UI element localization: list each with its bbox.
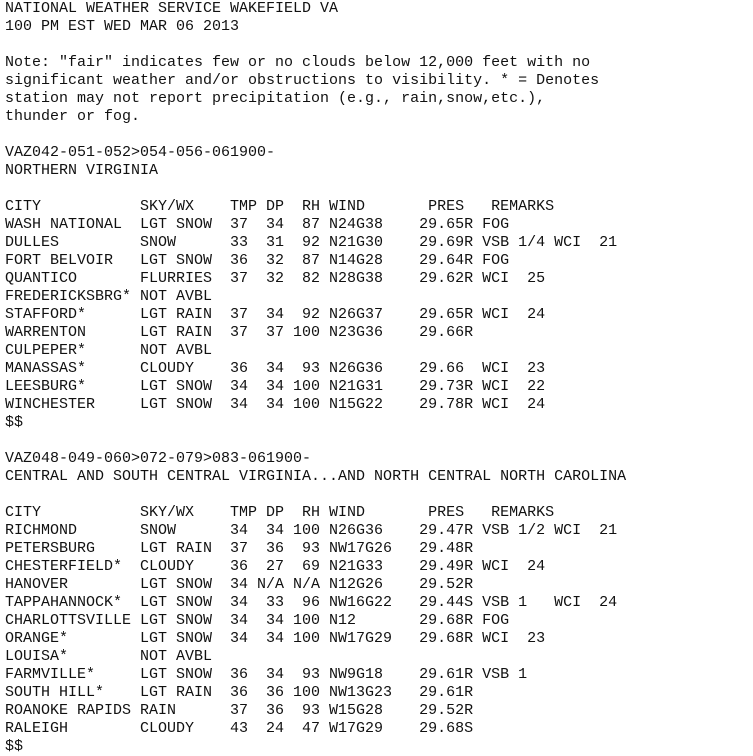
report-line: FORT BELVOIR LGT SNOW 36 32 87 N14G28 29.64R FOG	[5, 252, 510, 269]
report-line: LEESBURG* LGT SNOW 34 34 100 N21G31 29.73R WCI 22	[5, 378, 546, 395]
report-line: LOUISA* NOT AVBL	[5, 648, 213, 665]
report-line: RALEIGH CLOUDY 43 24 47 W17G29 29.68S	[5, 720, 474, 737]
report-line: SOUTH HILL* LGT RAIN 36 36 100 NW13G23 29.61R	[5, 684, 474, 701]
report-line: station may not report precipitation (e.g., rain,snow,etc.),	[5, 90, 546, 107]
blank-line	[5, 126, 626, 144]
blank-line	[5, 432, 626, 450]
blank-line	[5, 180, 626, 198]
report-line: CULPEPER* NOT AVBL	[5, 342, 213, 359]
report-line: WASH NATIONAL LGT SNOW 37 34 87 N24G38 29.65R FOG	[5, 216, 510, 233]
report-line: RICHMOND SNOW 34 34 100 N26G36 29.47R VSB 1/2 WCI 21	[5, 522, 618, 539]
report-line: QUANTICO FLURRIES 37 32 82 N28G38 29.62R WCI 25	[5, 270, 546, 287]
report-line: ROANOKE RAPIDS RAIN 37 36 93 W15G28 29.52R	[5, 702, 474, 719]
blank-line	[5, 36, 626, 54]
report-line: $$	[5, 738, 24, 755]
report-line: CITY SKY/WX TMP DP RH WIND PRES REMARKS	[5, 198, 555, 215]
report-line: significant weather and/or obstructions to visibility. * = Denotes	[5, 72, 600, 89]
report-line: CITY SKY/WX TMP DP RH WIND PRES REMARKS	[5, 504, 555, 521]
report-line: Note: "fair" indicates few or no clouds below 12,000 feet with no	[5, 54, 591, 71]
report-line: HANOVER LGT SNOW 34 N/A N/A N12G26 29.52R	[5, 576, 474, 593]
report-line: STAFFORD* LGT RAIN 37 34 92 N26G37 29.65R WCI 24	[5, 306, 546, 323]
report-line: TAPPAHANNOCK* LGT SNOW 34 33 96 NW16G22 29.44S VSB 1 WCI 24	[5, 594, 618, 611]
report-line: MANASSAS* CLOUDY 36 34 93 N26G36 29.66 WCI 23	[5, 360, 546, 377]
report-line: CENTRAL AND SOUTH CENTRAL VIRGINIA...AND NORTH CENTRAL NORTH CAROLINA	[5, 468, 627, 485]
report-line: WINCHESTER LGT SNOW 34 34 100 N15G22 29.78R WCI 24	[5, 396, 546, 413]
report-line: VAZ042-051-052>054-056-061900-	[5, 144, 276, 161]
report-line: CHESTERFIELD* CLOUDY 36 27 69 N21G33 29.49R WCI 24	[5, 558, 546, 575]
blank-line	[5, 486, 626, 504]
report-line: NORTHERN VIRGINIA	[5, 162, 159, 179]
report-line: thunder or fog.	[5, 108, 141, 125]
report-line: $$	[5, 414, 24, 431]
weather-report-text	[5, 0, 626, 756]
report-line: WARRENTON LGT RAIN 37 37 100 N23G36 29.66R	[5, 324, 474, 341]
report-line: NATIONAL WEATHER SERVICE WAKEFIELD VA	[5, 0, 339, 17]
report-line: FREDERICKSBRG* NOT AVBL	[5, 288, 213, 305]
report-line: VAZ048-049-060>072-079>083-061900-	[5, 450, 312, 467]
report-line: CHARLOTTSVILLE LGT SNOW 34 34 100 N12 29.68R FOG	[5, 612, 510, 629]
report-line: PETERSBURG LGT RAIN 37 36 93 NW17G26 29.48R	[5, 540, 474, 557]
report-line: FARMVILLE* LGT SNOW 36 34 93 NW9G18 29.61R VSB 1	[5, 666, 528, 683]
report-line: 100 PM EST WED MAR 06 2013	[5, 18, 240, 35]
report-line: DULLES SNOW 33 31 92 N21G30 29.69R VSB 1/4 WCI 21	[5, 234, 618, 251]
report-line: ORANGE* LGT SNOW 34 34 100 NW17G29 29.68R WCI 23	[5, 630, 546, 647]
